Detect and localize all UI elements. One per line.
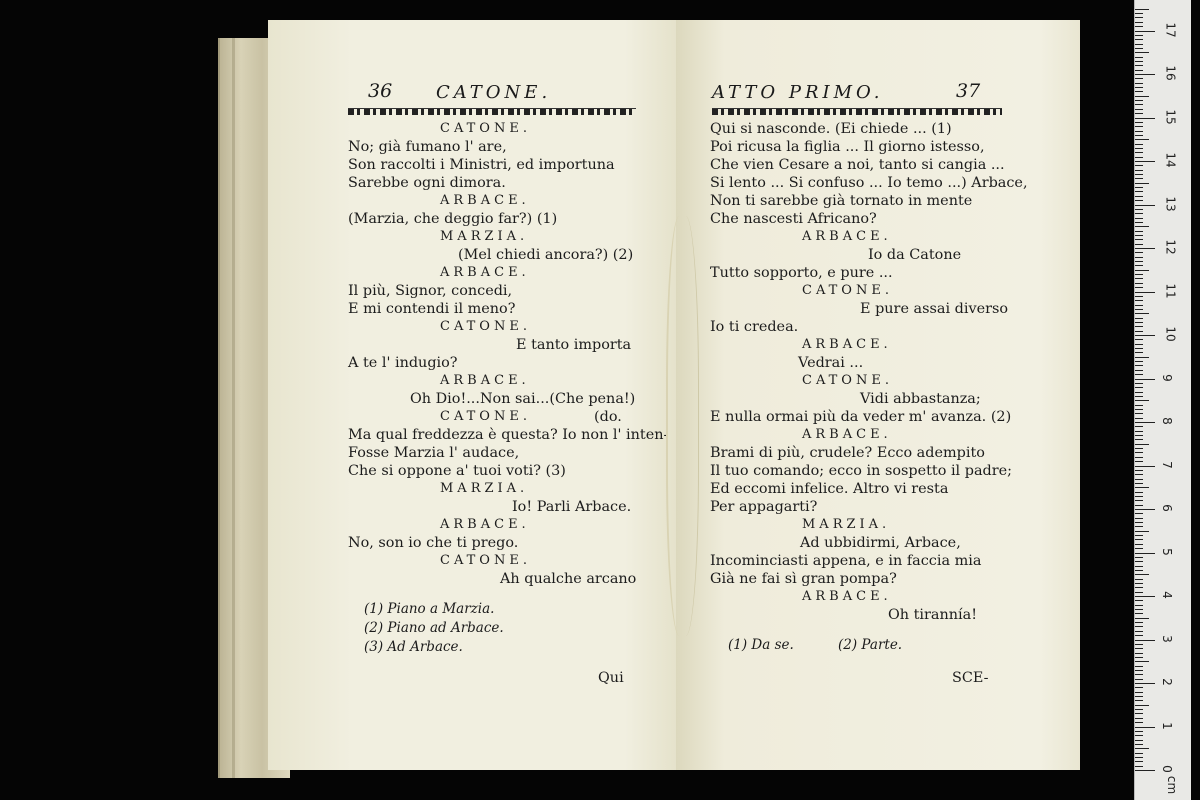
verse-line: Che nascesti Africano?: [710, 211, 877, 227]
ruler-tick: [1135, 252, 1143, 253]
ruler-label: 2: [1159, 678, 1174, 686]
ruler-tick: [1135, 461, 1143, 462]
ruler-tick: [1135, 265, 1143, 266]
ruler-tick: [1135, 135, 1143, 136]
open-book: [218, 16, 1080, 778]
ruler-tick: [1135, 566, 1143, 567]
ruler-tick: [1135, 570, 1143, 571]
ruler-tick: [1135, 239, 1143, 240]
ruler-label: 16: [1163, 65, 1178, 81]
ruler-tick: [1135, 635, 1143, 636]
ruler-tick: [1135, 261, 1143, 262]
ruler-tick: [1135, 244, 1143, 245]
ruler-tick: [1135, 39, 1143, 40]
verse-line: (Mel chiedi ancora?) (2): [458, 247, 634, 263]
ruler-tick: [1135, 653, 1143, 654]
line-carryover: (do.: [594, 409, 622, 425]
ruler-tick: [1135, 640, 1155, 641]
speaker-name: ARBACE.: [802, 229, 892, 244]
ruler-tick: [1135, 326, 1143, 327]
ruler-label: 1: [1159, 721, 1174, 730]
verse-line: A te l' indugio?: [348, 355, 458, 371]
ruler-tick: [1135, 370, 1143, 371]
ruler-tick: [1135, 431, 1143, 432]
verse-line: Fosse Marzia l' audace,: [348, 445, 520, 461]
ruler-tick: [1135, 683, 1155, 684]
ruler-tick: [1135, 509, 1155, 510]
ruler-tick: [1135, 505, 1143, 506]
ruler-tick: [1135, 718, 1143, 719]
ruler-tick: [1135, 383, 1143, 384]
ruler-tick: [1135, 374, 1143, 375]
ruler-tick: [1135, 218, 1143, 219]
verse-line: Che vien Cesare a noi, tanto si cangia ...: [710, 157, 1005, 173]
ruler-tick: [1135, 535, 1143, 536]
verse-line: No, son io che ti prego.: [348, 535, 519, 551]
speaker-name: ARBACE.: [802, 427, 892, 442]
ruler-label: 8: [1159, 417, 1174, 425]
ruler-tick: [1135, 753, 1143, 754]
ruler-tick: [1135, 44, 1143, 45]
ruler-tick: [1135, 22, 1143, 23]
ruler-tick: [1135, 666, 1143, 667]
verse-line: E nulla ormai più da veder m' avanza. (2): [710, 409, 1012, 425]
ruler-tick: [1135, 96, 1149, 97]
footnote: (2) Parte.: [838, 637, 903, 653]
ruler-tick: [1135, 757, 1143, 758]
speaker-name: CATONE.: [802, 283, 893, 298]
right-page: [676, 20, 1080, 770]
ruler-tick: [1135, 557, 1143, 558]
verse-line: Il più, Signor, concedi,: [348, 283, 513, 299]
ruler-tick: [1135, 409, 1143, 410]
speaker-name: CATONE.: [440, 319, 531, 334]
ruler-tick: [1135, 526, 1143, 527]
ruler-tick: [1135, 283, 1143, 284]
ruler-tick: [1135, 183, 1149, 184]
speaker-name: ARBACE.: [802, 589, 892, 604]
footnote: (1) Piano a Marzia.: [364, 601, 495, 617]
ruler-tick: [1135, 452, 1143, 453]
ruler-tick: [1135, 335, 1155, 336]
ruler-tick: [1135, 209, 1143, 210]
ruler-tick: [1135, 292, 1155, 293]
speaker-name: ARBACE.: [440, 193, 530, 208]
ruler-tick: [1135, 187, 1143, 188]
ruler-tick: [1135, 735, 1143, 736]
ruler-tick: [1135, 487, 1149, 488]
ruler-tick: [1135, 361, 1143, 362]
verse-line: Poi ricusa la figlia ... Il giorno istesso,: [710, 139, 985, 155]
ruler-label: 15: [1163, 108, 1178, 125]
ruler-tick: [1135, 109, 1143, 110]
ruler-tick: [1135, 679, 1143, 680]
ruler-label: 14: [1163, 152, 1178, 168]
ruler-tick: [1135, 296, 1143, 297]
ruler-tick: [1135, 761, 1143, 762]
ruler-tick: [1135, 31, 1155, 32]
ruler-tick: [1135, 496, 1143, 497]
ruler-tick: [1135, 661, 1149, 662]
ruler-label: 6: [1159, 504, 1174, 512]
ruler-tick: [1135, 670, 1143, 671]
right-catchword: SCE-: [952, 670, 989, 686]
ruler-tick: [1135, 705, 1149, 706]
ruler-tick: [1135, 561, 1143, 562]
speaker-name: ARBACE.: [440, 517, 530, 532]
ruler-tick: [1135, 539, 1143, 540]
ruler-label: 3: [1159, 634, 1174, 643]
ruler-tick: [1135, 600, 1143, 601]
ruler-tick: [1135, 65, 1143, 66]
ruler-tick: [1135, 740, 1143, 741]
ruler-tick: [1135, 492, 1143, 493]
ruler-tick: [1135, 331, 1143, 332]
verse-line: Incominciasti appena, e in faccia mia: [710, 553, 982, 569]
ruler-tick: [1135, 305, 1143, 306]
verse-line: Tutto sopporto, e pure ...: [710, 265, 893, 281]
ruler-tick: [1135, 9, 1149, 10]
ruler-tick: [1135, 605, 1143, 606]
ruler-tick: [1135, 392, 1143, 393]
ruler-tick: [1135, 70, 1143, 71]
ruler-tick: [1135, 339, 1143, 340]
ruler-tick: [1135, 579, 1143, 580]
book-gutter: [666, 216, 699, 636]
ruler-tick: [1135, 483, 1143, 484]
ruler-tick: [1135, 696, 1143, 697]
speaker-name: CATONE.: [440, 409, 531, 424]
ruler-tick: [1135, 344, 1143, 345]
ruler-tick: [1135, 618, 1149, 619]
ruler-tick: [1135, 174, 1143, 175]
ruler-tick: [1135, 87, 1143, 88]
ruler-unit: cm: [1165, 775, 1180, 795]
ruler-tick: [1135, 226, 1149, 227]
ruler-tick: [1135, 413, 1143, 414]
ruler-tick: [1135, 470, 1143, 471]
ruler-tick: [1135, 104, 1143, 105]
ruler-tick: [1135, 609, 1143, 610]
ruler-tick: [1135, 587, 1143, 588]
ruler-tick: [1135, 687, 1143, 688]
ruler-tick: [1135, 196, 1143, 197]
ruler-tick: [1135, 418, 1143, 419]
ruler-tick: [1135, 165, 1143, 166]
ruler-tick: [1135, 91, 1143, 92]
ruler-tick: [1135, 26, 1143, 27]
ruler-tick: [1135, 118, 1155, 119]
ruler-tick: [1135, 722, 1143, 723]
ruler-tick: [1135, 674, 1143, 675]
verse-line: Oh Dio!...Non sai...(Che pena!): [410, 391, 636, 407]
ruler-tick: [1135, 713, 1143, 714]
speaker-name: CATONE.: [802, 373, 893, 388]
ruler-label: 13: [1163, 195, 1178, 212]
verse-line: Si lento ... Si confuso ... Io temo ...) Arbace,: [710, 175, 1028, 191]
ruler-tick: [1135, 592, 1143, 593]
verse-line: Non ti sarebbe già tornato in mente: [710, 193, 973, 209]
ruler-tick: [1135, 766, 1143, 767]
ruler-tick: [1135, 613, 1143, 614]
ruler-tick: [1135, 278, 1143, 279]
ruler-tick: [1135, 200, 1143, 201]
ruler-tick: [1135, 379, 1155, 380]
measuring-ruler: [1134, 0, 1191, 800]
ruler-tick: [1135, 235, 1143, 236]
ruler-tick: [1135, 191, 1143, 192]
ruler-tick: [1135, 131, 1143, 132]
verse-line: Ad ubbidirmi, Arbace,: [800, 535, 961, 551]
ruler-label: 12: [1163, 239, 1178, 255]
ruler-tick: [1135, 622, 1143, 623]
ruler-tick: [1135, 583, 1143, 584]
ruler-tick: [1135, 248, 1155, 249]
ruler-tick: [1135, 365, 1143, 366]
ruler-tick: [1135, 35, 1143, 36]
ruler-tick: [1135, 144, 1143, 145]
ruler-tick: [1135, 287, 1143, 288]
left-catchword: Qui: [598, 670, 624, 686]
ruler-tick: [1135, 596, 1155, 597]
ruler-tick: [1135, 148, 1143, 149]
ruler-tick: [1135, 78, 1143, 79]
ruler-label: 4: [1159, 591, 1174, 599]
footnote: (2) Piano ad Arbace.: [364, 620, 504, 636]
ruler-tick: [1135, 322, 1143, 323]
verse-line: No; già fumano l' are,: [348, 139, 507, 155]
verse-line: E mi contendi il meno?: [348, 301, 516, 317]
ruler-tick: [1135, 357, 1149, 358]
ruler-tick: [1135, 626, 1143, 627]
ruler-tick: [1135, 709, 1143, 710]
ruler-tick: [1135, 48, 1143, 49]
left-page: [268, 20, 688, 770]
verse-line: Oh tirannía!: [888, 607, 977, 623]
ruler-tick: [1135, 770, 1155, 771]
ruler-tick: [1135, 400, 1149, 401]
verse-line: Per appagarti?: [710, 499, 818, 515]
ruler-tick: [1135, 522, 1143, 523]
ruler-tick: [1135, 300, 1143, 301]
speaker-name: ARBACE.: [440, 373, 530, 388]
verse-line: Io da Catone: [868, 247, 962, 263]
ruler-tick: [1135, 205, 1155, 206]
ruler-tick: [1135, 405, 1143, 406]
ruler-tick: [1135, 518, 1143, 519]
ruler-tick: [1135, 439, 1143, 440]
ruler-tick: [1135, 83, 1143, 84]
speaker-name: ARBACE.: [802, 337, 892, 352]
speaker-name: ARBACE.: [440, 265, 530, 280]
verse-line: Il tuo comando; ecco in sospetto il padre;: [710, 463, 1012, 479]
verse-line: Vedrai ...: [798, 355, 864, 371]
ruler-label: 5: [1159, 547, 1174, 556]
ruler-tick: [1135, 74, 1155, 75]
ruler-tick: [1135, 448, 1143, 449]
ruler-tick: [1135, 309, 1143, 310]
ruler-tick: [1135, 474, 1143, 475]
ruler-tick: [1135, 313, 1149, 314]
ruler-tick: [1135, 126, 1143, 127]
right-ornament-rule: [712, 108, 1002, 115]
left-running-head: CATONE.: [436, 82, 552, 103]
verse-line: Qui si nasconde. (Ei chiede ... (1): [710, 121, 952, 137]
ruler-tick: [1135, 122, 1143, 123]
ruler-tick: [1135, 727, 1155, 728]
verse-line: Io ti credea.: [710, 319, 799, 335]
ruler-tick: [1135, 531, 1149, 532]
ruler-tick: [1135, 435, 1143, 436]
ruler-tick: [1135, 466, 1155, 467]
ruler-tick: [1135, 548, 1143, 549]
ruler-tick: [1135, 700, 1143, 701]
verse-line: Vidi abbastanza;: [860, 391, 981, 407]
verse-line: Brami di più, crudele? Ecco adempito: [710, 445, 985, 461]
ruler-tick: [1135, 426, 1143, 427]
ruler-tick: [1135, 157, 1143, 158]
ruler-tick: [1135, 444, 1149, 445]
ruler-label: 11: [1163, 282, 1178, 299]
footnote: (3) Ad Arbace.: [364, 639, 463, 655]
verse-line: Io! Parli Arbace.: [512, 499, 632, 515]
ruler-tick: [1135, 574, 1149, 575]
right-running-head: ATTO PRIMO.: [712, 82, 884, 103]
ruler-tick: [1135, 13, 1143, 14]
speaker-name: CATONE.: [440, 553, 531, 568]
speaker-name: MARZIA.: [440, 481, 529, 496]
ruler-tick: [1135, 222, 1143, 223]
ruler-tick: [1135, 161, 1155, 162]
ruler-tick: [1135, 270, 1149, 271]
ruler-tick: [1135, 387, 1143, 388]
ruler-tick: [1135, 257, 1143, 258]
ruler-tick: [1135, 396, 1143, 397]
verse-line: Ed eccomi infelice. Altro vi resta: [710, 481, 949, 497]
ruler-tick: [1135, 657, 1143, 658]
ruler-tick: [1135, 61, 1143, 62]
left-ornament-rule: [348, 108, 636, 115]
verse-line: Che si oppone a' tuoi voti? (3): [348, 463, 566, 479]
verse-line: Sarebbe ogni dimora.: [348, 175, 506, 191]
ruler-tick: [1135, 479, 1143, 480]
verse-line: E tanto importa: [516, 337, 632, 353]
verse-line: Son raccolti i Ministri, ed importuna: [348, 157, 615, 173]
ruler-tick: [1135, 631, 1143, 632]
ruler-tick: [1135, 57, 1143, 58]
ruler-tick: [1135, 457, 1143, 458]
left-page-number: 36: [368, 80, 393, 102]
ruler-tick: [1135, 52, 1149, 53]
speaker-name: CATONE.: [440, 121, 531, 136]
ruler-tick: [1135, 748, 1149, 749]
ruler-tick: [1135, 178, 1143, 179]
footnote: (1) Da se.: [728, 637, 794, 653]
ruler-tick: [1135, 513, 1143, 514]
ruler-tick: [1135, 113, 1143, 114]
ruler-tick: [1135, 744, 1143, 745]
ruler-label: 7: [1159, 460, 1174, 469]
ruler-tick: [1135, 692, 1143, 693]
ruler-label: 9: [1159, 373, 1174, 382]
ruler-label: 17: [1163, 21, 1178, 38]
verse-line: Ah qualche arcano: [500, 571, 637, 587]
verse-line: Ma qual freddezza è questa? Io non l' inten-: [348, 427, 669, 443]
ruler-tick: [1135, 139, 1149, 140]
ruler-tick: [1135, 100, 1143, 101]
speaker-name: MARZIA.: [802, 517, 891, 532]
ruler-tick: [1135, 274, 1143, 275]
speaker-name: MARZIA.: [440, 229, 529, 244]
ruler-tick: [1135, 500, 1143, 501]
ruler-tick: [1135, 544, 1143, 545]
right-page-number: 37: [956, 80, 981, 102]
ruler-tick: [1135, 422, 1155, 423]
ruler-tick: [1135, 648, 1143, 649]
ruler-label: 10: [1163, 326, 1178, 342]
ruler-tick: [1135, 644, 1143, 645]
verse-line: E pure assai diverso: [860, 301, 1009, 317]
verse-line: (Marzia, che deggio far?) (1): [348, 211, 558, 227]
ruler-tick: [1135, 152, 1143, 153]
ruler-tick: [1135, 348, 1143, 349]
ruler-tick: [1135, 352, 1143, 353]
ruler-tick: [1135, 318, 1143, 319]
ruler-label: 0: [1159, 765, 1174, 773]
ruler-tick: [1135, 231, 1143, 232]
ruler-tick: [1135, 731, 1143, 732]
ruler-tick: [1135, 213, 1143, 214]
verse-line: Già ne fai sì gran pompa?: [710, 571, 897, 587]
ruler-tick: [1135, 170, 1143, 171]
ruler-tick: [1135, 17, 1143, 18]
ruler-tick: [1135, 553, 1155, 554]
